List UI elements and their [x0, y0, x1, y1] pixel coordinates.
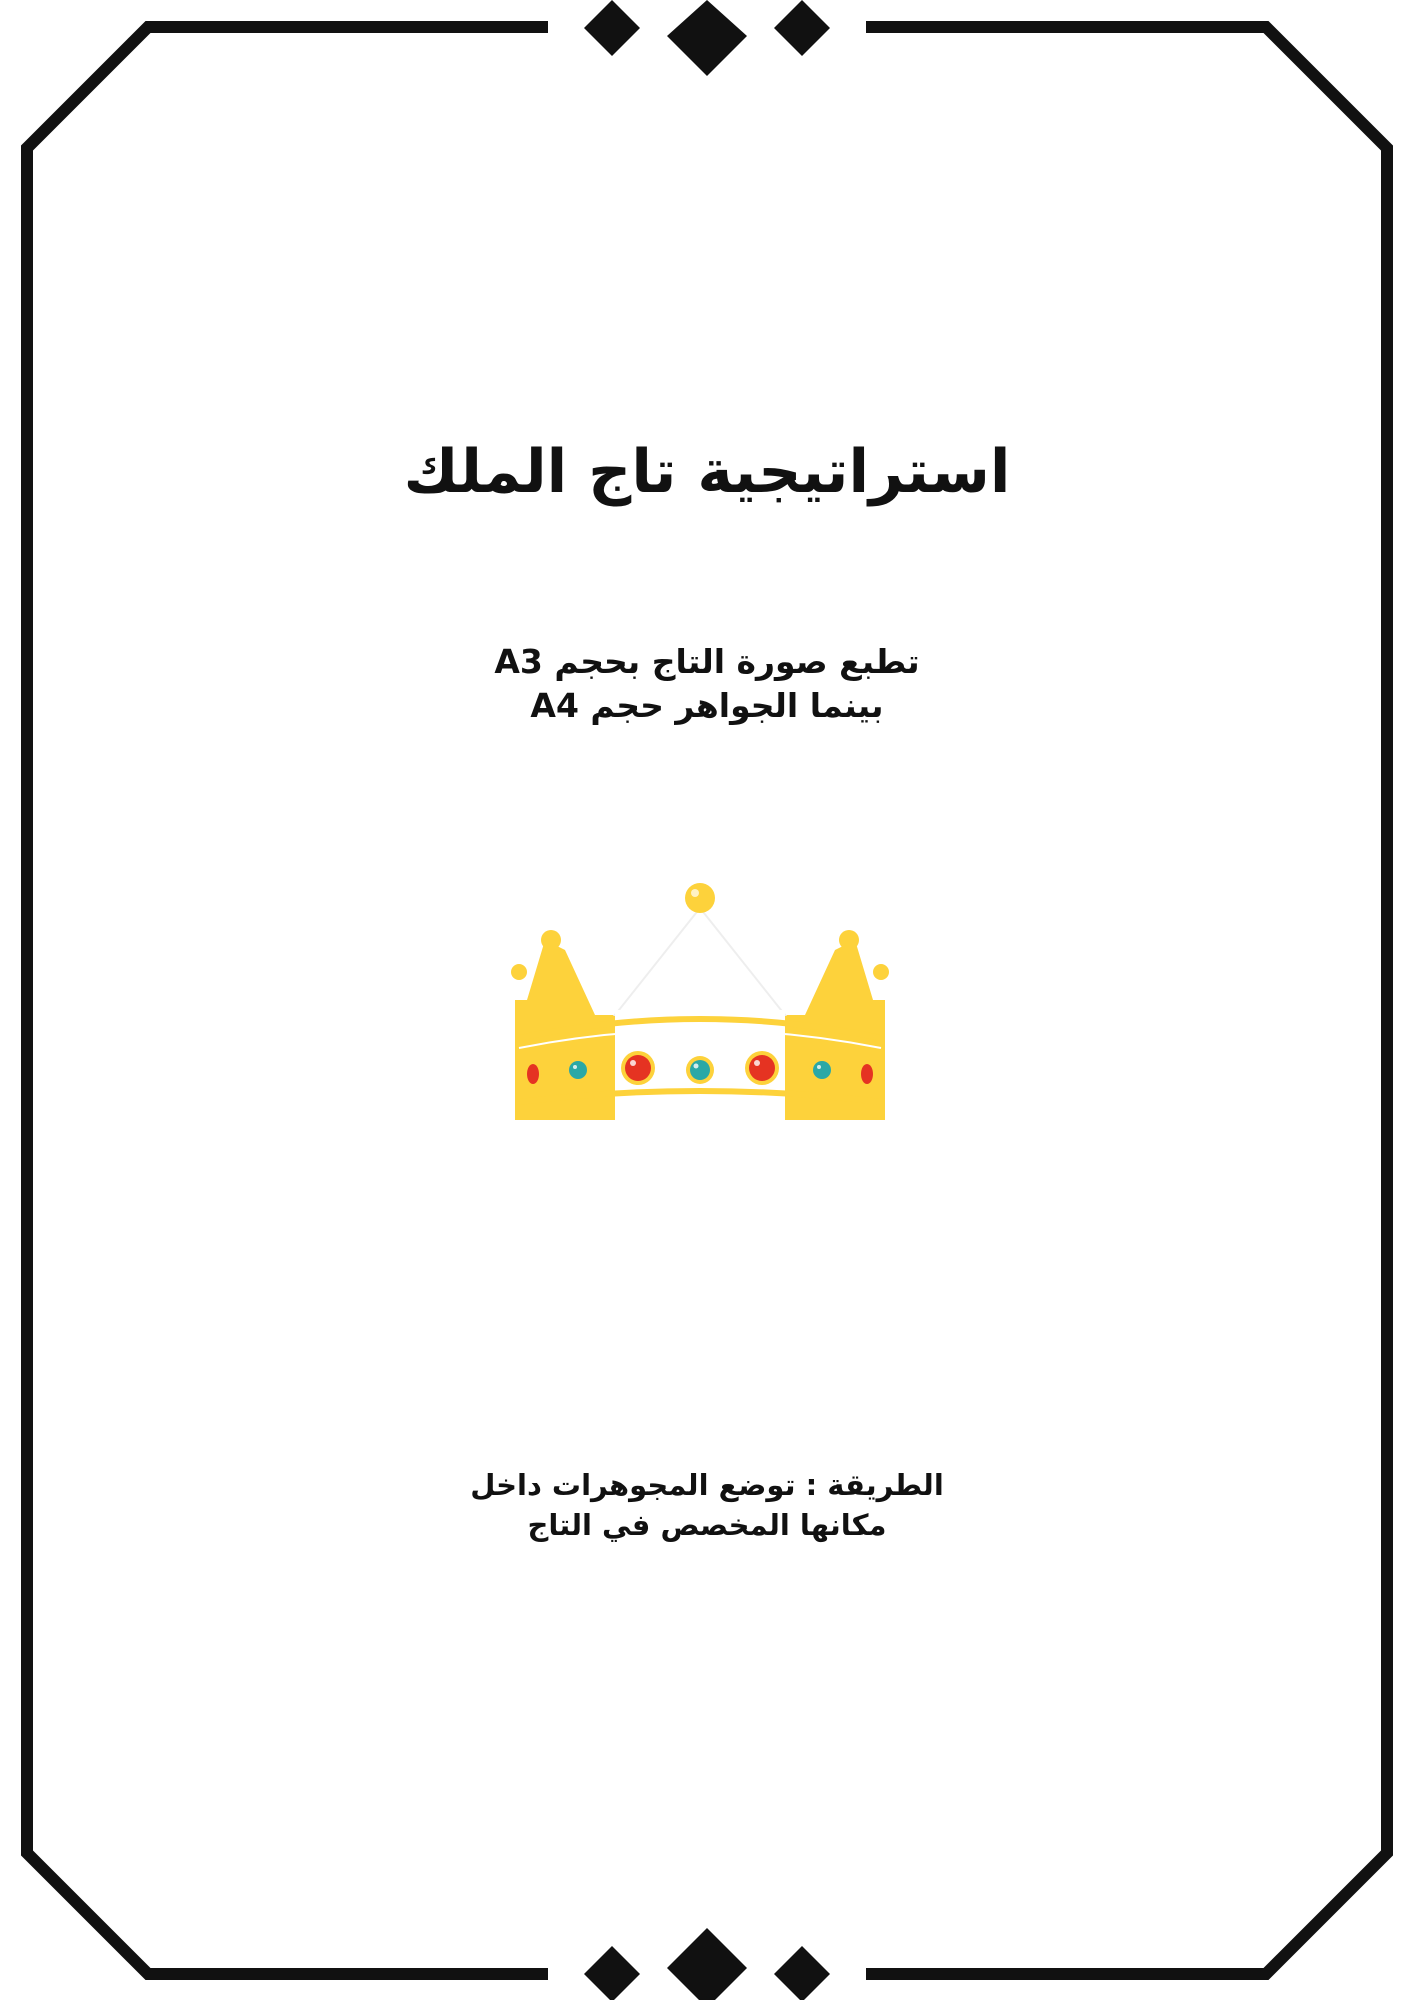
instruction-line-1: تطبع صورة التاج بحجم A3	[494, 642, 920, 681]
diamond-icon	[774, 1946, 830, 2000]
gem-red	[527, 1064, 539, 1084]
crown-top-ball	[685, 883, 715, 913]
page-title: استراتيجية تاج الملك	[403, 437, 1011, 507]
method-description	[0, 1465, 1414, 1545]
method-line-1: الطريقة : توضع المجوهرات داخل	[470, 1468, 944, 1502]
gem-red	[861, 1064, 873, 1084]
crown-left-tip-ball	[511, 964, 527, 980]
crown-right-tip-ball	[873, 964, 889, 980]
frame-top-left-segment	[27, 27, 548, 1974]
crown-center-peak	[615, 908, 785, 1015]
gem-teal	[813, 1061, 831, 1079]
print-instructions	[0, 640, 1414, 728]
crown-ball-highlight	[691, 889, 699, 897]
diamond-icon	[667, 0, 747, 76]
instruction-line-2: بينما الجواهر حجم A4	[530, 686, 884, 725]
diamond-icon	[584, 1946, 640, 2000]
crown-right-tip-ball	[839, 930, 859, 950]
gem-red	[749, 1055, 775, 1081]
diamond-icon	[584, 0, 640, 56]
diamond-icon	[667, 1928, 747, 2000]
method-line-2: مكانها المخصص في التاج	[527, 1508, 887, 1542]
crown-left-tip-ball	[541, 930, 561, 950]
diamond-icon	[774, 0, 830, 56]
frame-top-right-segment	[866, 27, 1387, 1974]
gem-red	[625, 1055, 651, 1081]
gem-teal	[690, 1060, 710, 1080]
crown-icon	[505, 880, 895, 1120]
gem-teal	[569, 1061, 587, 1079]
